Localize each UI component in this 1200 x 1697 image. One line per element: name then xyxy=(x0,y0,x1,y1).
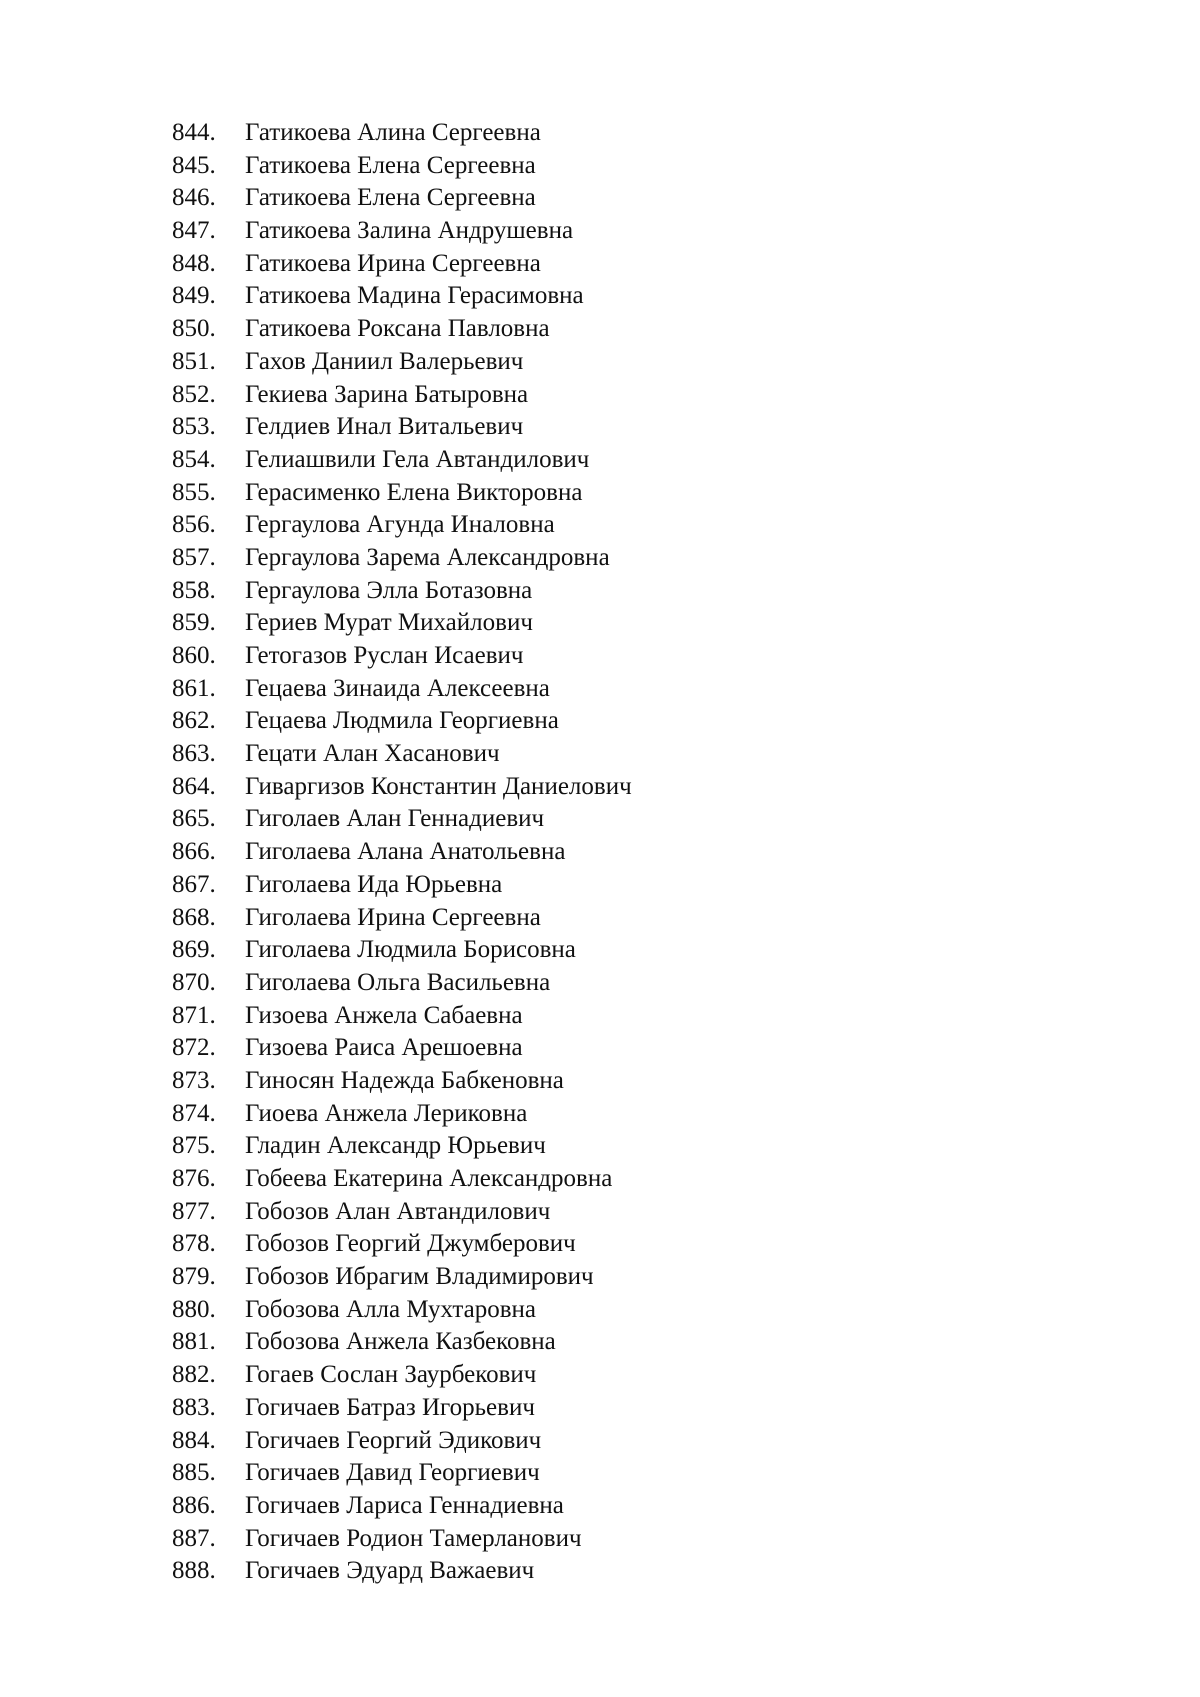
item-number: 860. xyxy=(172,642,216,669)
item-number: 867. xyxy=(172,870,216,898)
item-number: 866. xyxy=(172,838,216,866)
item-name: Гатикоева Ирина Сергеевна xyxy=(245,249,541,277)
item-number: 856. xyxy=(172,511,216,539)
item-number: 859. xyxy=(172,609,216,637)
item-name: Гахов Даниил Валерьевич xyxy=(245,347,524,375)
item-name: Гиваргизов Константин Даниелович xyxy=(245,772,632,800)
item-name: Гиголаева Ида Юрьевна xyxy=(245,870,503,898)
item-name: Гериев Мурат Михайлович xyxy=(245,609,533,637)
item-number: 884. xyxy=(172,1426,216,1454)
item-number: 847. xyxy=(172,217,216,245)
item-name: Гиголаева Ольга Васильевна xyxy=(245,968,551,996)
item-number: 885. xyxy=(172,1459,216,1487)
item-number: 883. xyxy=(172,1393,216,1421)
item-name: Гиносян Надежда Бабкеновна xyxy=(245,1066,564,1094)
item-number: 865. xyxy=(172,805,216,833)
item-number: 882. xyxy=(172,1361,216,1389)
item-number: 870. xyxy=(172,968,216,996)
item-name: Гергаулова Зарема Александровна xyxy=(245,543,610,571)
item-name: Гергаулова Элла Ботазовна xyxy=(245,576,533,604)
item-number: 887. xyxy=(172,1524,216,1552)
item-name: Гогичаев Георгий Эдикович xyxy=(245,1426,542,1454)
item-number: 853. xyxy=(172,413,216,441)
item-number: 874. xyxy=(172,1099,216,1127)
item-name: Гатикоева Елена Сергеевна xyxy=(245,151,536,179)
item-name: Гатикоева Алина Сергеевна xyxy=(245,119,541,146)
item-name: Гобозова Алла Мухтаровна xyxy=(245,1295,536,1323)
item-number: 862. xyxy=(172,707,216,735)
item-number: 879. xyxy=(172,1263,216,1291)
item-name: Гобозов Алан Автандилович xyxy=(245,1197,551,1225)
item-name: Гецаева Зинаида Алексеевна xyxy=(245,674,550,702)
item-number: 861. xyxy=(172,674,216,702)
item-number: 886. xyxy=(172,1491,216,1519)
item-number: 863. xyxy=(172,740,216,768)
item-name: Гогичаев Родион Тамерланович xyxy=(245,1524,582,1552)
item-name: Гиоева Анжела Лериковна xyxy=(245,1099,528,1127)
item-number: 876. xyxy=(172,1165,216,1192)
item-name: Гизоева Анжела Сабаевна xyxy=(245,1001,523,1029)
item-number: 855. xyxy=(172,478,216,506)
item-number: 852. xyxy=(172,380,216,408)
item-name: Гатикоева Мадина Герасимовна xyxy=(245,282,584,310)
item-number: 871. xyxy=(172,1001,216,1029)
item-number: 854. xyxy=(172,445,216,473)
item-name: Гладин Александр Юрьевич xyxy=(245,1132,546,1160)
item-name: Гогичаев Эдуард Важаевич xyxy=(245,1557,535,1585)
item-name: Гиголаев Алан Геннадиевич xyxy=(245,805,545,833)
item-name: Гогичаев Лариса Геннадиевна xyxy=(245,1491,564,1519)
item-name: Герасименко Елена Викторовна xyxy=(245,478,583,506)
item-number: 864. xyxy=(172,772,216,800)
item-name: Гатикоева Елена Сергеевна xyxy=(245,184,536,212)
item-number: 857. xyxy=(172,543,216,571)
item-number: 878. xyxy=(172,1230,216,1258)
item-name: Гизоева Раиса Арешоевна xyxy=(245,1034,523,1062)
item-name: Гогичаев Батраз Игорьевич xyxy=(245,1393,535,1421)
item-name: Гецати Алан Хасанович xyxy=(245,740,500,768)
item-name: Гобозов Георгий Джумберович xyxy=(245,1230,576,1258)
item-number: 845. xyxy=(172,151,216,179)
item-number: 875. xyxy=(172,1132,216,1160)
item-number: 868. xyxy=(172,903,216,931)
item-name: Гиголаева Алана Анатольевна xyxy=(245,838,566,866)
item-name: Гецаева Людмила Георгиевна xyxy=(245,707,559,735)
item-number: 846. xyxy=(172,184,216,212)
item-name: Гелдиев Инал Витальевич xyxy=(245,413,524,441)
item-name: Гобеева Екатерина Александровна xyxy=(245,1165,613,1192)
item-number: 849. xyxy=(172,282,216,310)
item-number: 877. xyxy=(172,1197,216,1225)
item-name: Гиголаева Ирина Сергеевна xyxy=(245,903,541,931)
item-number: 888. xyxy=(172,1557,216,1585)
item-number: 844. xyxy=(172,119,216,146)
item-name: Гогаев Сослан Заурбекович xyxy=(245,1361,537,1389)
item-name: Гекиева Зарина Батыровна xyxy=(245,380,529,408)
item-name: Гиголаева Людмила Борисовна xyxy=(245,936,576,964)
item-name: Гелиашвили Гела Автандилович xyxy=(245,445,590,473)
item-name: Гогичаев Давид Георгиевич xyxy=(245,1459,540,1487)
item-number: 873. xyxy=(172,1066,216,1094)
item-number: 869. xyxy=(172,936,216,964)
item-number: 872. xyxy=(172,1034,216,1062)
item-name: Гатикоева Залина Андрушевна xyxy=(245,217,574,245)
item-name: Гобозов Ибрагим Владимирович xyxy=(245,1263,594,1291)
item-name: Гетогазов Руслан Исаевич xyxy=(245,642,524,669)
item-number: 851. xyxy=(172,347,216,375)
item-number: 880. xyxy=(172,1295,216,1323)
item-name: Гергаулова Агунда Иналовна xyxy=(245,511,555,539)
item-number: 848. xyxy=(172,249,216,277)
item-name: Гобозова Анжела Казбековна xyxy=(245,1328,556,1356)
item-number: 858. xyxy=(172,576,216,604)
item-name: Гатикоева Роксана Павловна xyxy=(245,315,550,343)
item-number: 850. xyxy=(172,315,216,343)
item-number: 881. xyxy=(172,1328,216,1356)
